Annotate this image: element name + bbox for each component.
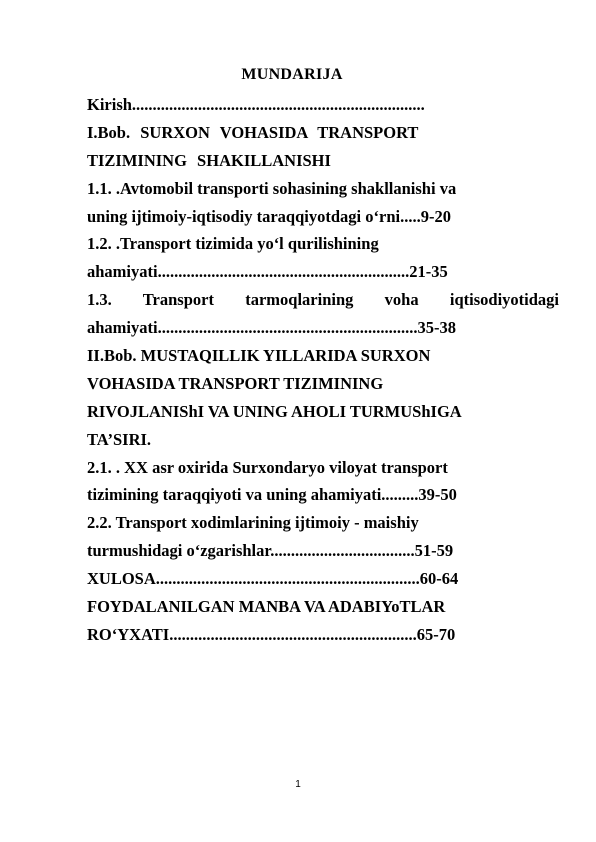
toc-chapter-2-heading-line-1: II.Bob. MUSTAQILLIK YILLARIDA SURXON (87, 346, 431, 366)
toc-section-1-3-line-2: ahamiyati...............................................................35-38 (87, 318, 456, 338)
toc-entry-conclusion: XULOSA................................................................60-64 (87, 569, 459, 589)
toc-section-2-2-line-1: 2.2. Transport xodimlarining ijtimoiy - maishiy (87, 513, 419, 533)
toc-entry-references-line-2: RO‘YXATI............................................................65-70 (87, 624, 456, 644)
toc-chapter-2-heading-line-3: RIVOJLANIShI VA UNING AHOLI TURMUShIGA (87, 401, 462, 421)
toc-title (0, 66, 596, 84)
toc-entry-references-line-1: FOYDALANILGAN MANBA VA ADABIYoTLAR (87, 597, 446, 617)
toc-chapter-2-heading-line-4: TA’SIRI. (87, 429, 152, 449)
toc-section-2-2-line-2: turmushidagi o‘zgarishlar...................................51-59 (87, 541, 454, 561)
toc-section-2-1-line-2: tizimining taraqqiyoti va uning ahamiyati.........39-50 (87, 485, 457, 505)
toc-entry-introduction: Kirish....................................................................... (87, 95, 425, 114)
toc-section-1-2-line-2: ahamiyati.............................................................21-35 (87, 262, 448, 282)
toc-chapter-1-heading-line-1: I.Bob. SURXON VOHASIDA TRANSPORT (87, 122, 419, 142)
toc-chapter-2-heading-line-2: VOHASIDA TRANSPORT TIZIMINING (87, 373, 384, 393)
toc-title-text: MUNDARIJA (241, 66, 343, 83)
toc-section-2-1-line-1: 2.1. . XX asr oxirida Surxondaryo viloyat transport (87, 457, 448, 477)
table-of-contents (87, 91, 559, 649)
toc-section-1-1-line-2: uning ijtimoiy-iqtisodiy taraqqiyotdagi o‘rni.....9-20 (87, 206, 451, 226)
toc-section-1-1-line-1: 1.1. .Avtomobil transporti sohasining shakllanishi va (87, 178, 457, 198)
toc-section-1-3-line-1: 1.3. Transport tarmoqlarining voha iqtisodiyotidagi (87, 290, 559, 310)
toc-section-1-2-line-1: 1.2. .Transport tizimida yo‘l qurilishining (87, 234, 379, 254)
page-number: 1 (295, 779, 301, 790)
toc-chapter-1-heading-line-2: TIZIMINING SHAKILLANISHI (87, 150, 331, 170)
